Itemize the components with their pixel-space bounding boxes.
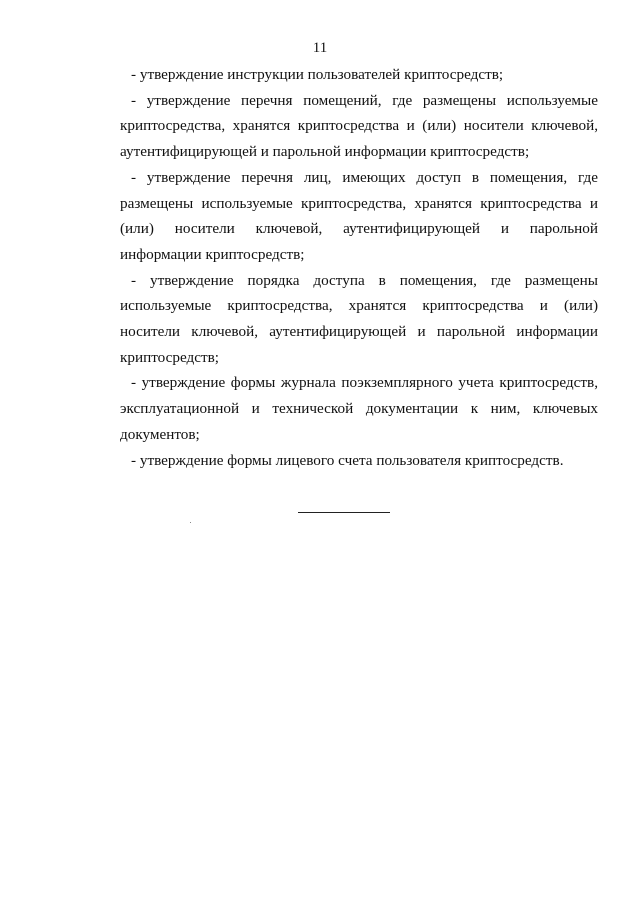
paragraph-user-instructions: - утверждение инструкции пользователей криптосредств; [131, 66, 504, 83]
page-number: 11 [312, 40, 328, 56]
end-divider [298, 512, 390, 513]
paragraph-accounting-journal-form: - утверждение формы журнала поэкземплярного учета криптосредств, эксплуатационной и технической документации к ним, ключевых документов; [120, 374, 598, 443]
paragraph-personal-account-form: - утверждение формы лицевого счета пользователя криптосредств. [131, 451, 564, 469]
document-body [120, 62, 598, 473]
paragraph-access-procedure: - утверждение порядка доступа в помещения, где размещены используемые криптосредства, хранятся криптосредства и (или) носители ключевой, аутентифицирующей и парольной информации криптосредств; [120, 271, 598, 366]
scan-speck [190, 522, 191, 523]
paragraph-access-persons-list: - утверждение перечня лиц, имеющих доступ в помещения, где размещены используемые криптосредства, хранятся криптосредства и (или) носители ключевой, аутентифицирующей и парольной информации криптосредств; [120, 168, 598, 263]
paragraph-premises-list: - утверждение перечня помещений, где размещены используемые криптосредства, хранятся криптосредства и (или) носители ключевой, аутентифицирующей и парольной информации криптосредств; [120, 91, 598, 161]
